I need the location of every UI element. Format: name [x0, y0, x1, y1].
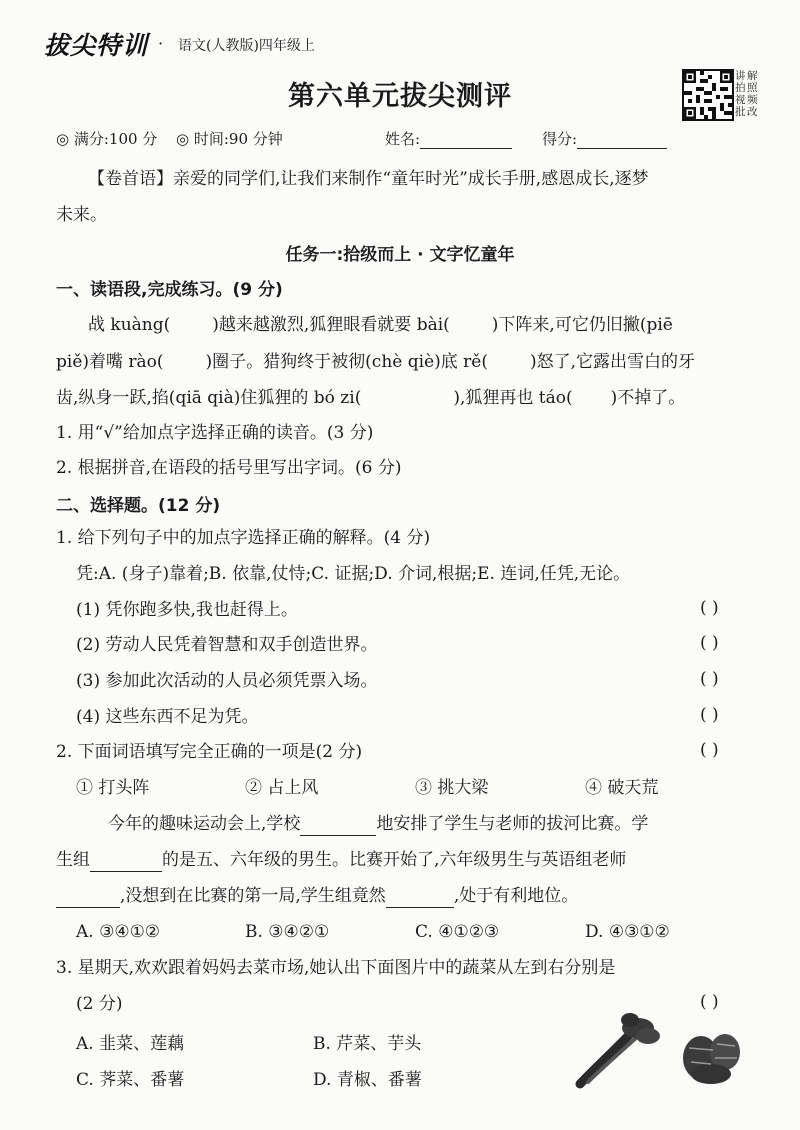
qr-caption-2: 视批 [735, 94, 746, 118]
q2-3-stem-line-1: 3. 星期天,欢欢跟着妈妈去菜市场,她认出下面图片中的蔬菜从左到右分别是 [56, 958, 616, 978]
q2-2-option-2: ② 占上风 [245, 778, 319, 798]
answer-paren[interactable]: ( ) [700, 992, 719, 1012]
passage-line-3: 齿,纵身一跃,掐(qiā qià)住狐狸的 bó zi( ),狐狸再也 táo( )不掉了。 [56, 388, 686, 408]
fill-blank[interactable] [300, 835, 376, 836]
q2-2-stem: 2. 下面词语填写完全正确的一项是(2 分) [56, 742, 363, 762]
section-one-heading: 一、读语段,完成练习。(9 分) [56, 280, 283, 300]
q2-2-choice-d[interactable]: D. ④③①② [585, 922, 670, 942]
name-field[interactable] [385, 128, 512, 149]
score-field[interactable] [542, 128, 667, 149]
time-limit: ◎ 时间:90 分钟 [176, 130, 283, 148]
name-label: 姓名: [385, 130, 421, 148]
celery-photo [570, 1010, 665, 1090]
brand-logo: 拔尖特训 [44, 31, 149, 60]
q2-2-passage-line-2: 生组 的是五、六年级的男生。比赛开始了,六年级男生与英语组老师 [56, 850, 627, 870]
full-score: ◎ 满分:100 分 [56, 130, 158, 148]
q2-1-stem: 1. 给下列句子中的加点字选择正确的解释。(4 分) [56, 528, 431, 548]
q2-1-item-4: (4) 这些东西不足为凭。 [76, 707, 259, 727]
answer-paren[interactable]: ( ) [700, 705, 719, 725]
q2-1-item-2: (2) 劳动人民凭着智慧和双手创造世界。 [76, 635, 378, 655]
section-one-q1: 1. 用“√”给加点字选择正确的读音。(3 分) [56, 423, 374, 443]
q2-3-choice-b[interactable]: B. 芹菜、芋头 [313, 1034, 422, 1054]
answer-paren[interactable]: ( ) [700, 633, 719, 653]
passage-line-2: piě)着嘴 rào( )圈子。猎狗终于被彻(chè qiè)底 rě( )怒了,它露出雪白的牙 [56, 352, 696, 372]
name-blank[interactable] [420, 148, 512, 149]
q2-1-item-1: (1) 凭你跑多快,我也赶得上。 [76, 600, 298, 620]
answer-paren[interactable]: ( ) [700, 740, 719, 760]
answer-paren[interactable]: ( ) [700, 669, 719, 689]
q2-2-passage-line-3: ,没想到在比赛的第一局,学生组竟然 ,处于有利地位。 [56, 884, 578, 908]
subject-label: 语文(人教版)四年级上 [178, 38, 315, 54]
preface-line-1: 【卷首语】亲爱的同学们,让我们来制作“童年时光”成长手册,感恩成长,逐梦 [88, 169, 649, 189]
page-title: 第六单元拔尖测评 [288, 81, 512, 112]
q2-2-choice-b[interactable]: B. ③④②① [245, 922, 330, 942]
q2-2-option-1: ① 打头阵 [76, 778, 150, 798]
fill-blank[interactable] [56, 907, 120, 908]
qr-caption-3: 解照 [747, 70, 758, 94]
q2-3-choice-d[interactable]: D. 青椒、番薯 [313, 1070, 422, 1090]
answer-paren[interactable]: ( ) [700, 598, 719, 618]
header-separator: · [158, 34, 164, 53]
q2-3-choice-a[interactable]: A. 韭菜、莲藕 [76, 1034, 185, 1054]
q2-2-option-4: ④ 破天荒 [585, 778, 659, 798]
passage-line-1: 战 kuàng( )越来越激烈,狐狸眼看就要 bài( )下阵来,可它仍旧撇(piē [88, 315, 673, 335]
q2-3-choice-c[interactable]: C. 荠菜、番薯 [76, 1070, 185, 1090]
q2-2-passage-line-1: 今年的趣味运动会上,学校 地安排了学生与老师的拔河比赛。学 [108, 814, 649, 834]
q2-2-choice-a[interactable]: A. ③④①② [76, 922, 161, 942]
preface-line-2: 未来。 [56, 205, 107, 225]
section-one-q2: 2. 根据拼音,在语段的括号里写出字词。(6 分) [56, 458, 402, 478]
q2-2-option-3: ③ 挑大梁 [415, 778, 489, 798]
score-blank[interactable] [577, 148, 667, 149]
section-two-heading: 二、选择题。(12 分) [56, 496, 221, 516]
q2-1-definitions: 凭:A. (身子)靠着;B. 依靠,仗恃;C. 证据;D. 介词,根据;E. 连词,任凭,无论。 [76, 564, 631, 584]
qr-caption-4: 频改 [747, 94, 758, 118]
fill-blank[interactable] [90, 871, 162, 872]
q2-3-stem-line-2: (2 分) [76, 994, 123, 1014]
q2-2-choice-c[interactable]: C. ④①②③ [415, 922, 500, 942]
q2-1-item-3: (3) 参加此次活动的人员必须凭票入场。 [76, 671, 378, 691]
qr-caption-1: 讲拍 [735, 70, 746, 94]
qr-code-icon[interactable] [682, 69, 734, 121]
fill-blank[interactable] [386, 907, 454, 908]
task-one-heading: 任务一:拾级而上 · 文字忆童年 [285, 245, 515, 265]
score-label: 得分: [542, 130, 578, 148]
taro-photo [675, 1022, 750, 1087]
